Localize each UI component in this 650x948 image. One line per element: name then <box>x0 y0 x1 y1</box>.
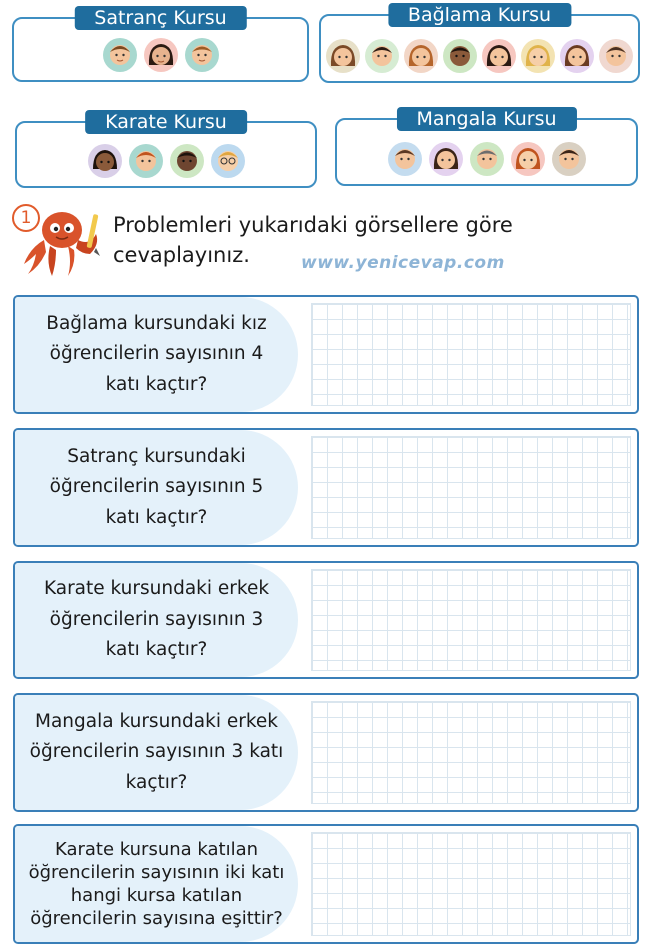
boy-with-glasses-avatar-icon <box>210 143 246 179</box>
kids-row <box>321 38 638 74</box>
question-row-5 <box>13 824 639 944</box>
kids-row <box>337 141 636 177</box>
question-row-1 <box>13 295 639 414</box>
girl-avatar-icon <box>520 38 556 74</box>
girl-avatar-icon <box>428 141 464 177</box>
answer-grid[interactable] <box>311 701 631 804</box>
question-text-box <box>15 826 298 942</box>
question-row-4 <box>13 693 639 812</box>
course-title: Karate Kursu <box>85 110 247 134</box>
kids-row <box>14 37 307 73</box>
question-text: Karate kursuna katılan öğrencilerin sayısının iki katı hangi kursa katılan öğrencilerin sayısına eşittir? <box>28 839 285 929</box>
course-title: Satranç Kursu <box>74 6 246 30</box>
question-row-2 <box>13 428 639 547</box>
question-text: Satranç kursundaki öğrencilerin sayısının 5 katı kaçtır? <box>49 445 264 528</box>
boy-avatar-icon <box>102 37 138 73</box>
boy-avatar-icon <box>551 141 587 177</box>
boy-avatar-icon <box>598 38 634 74</box>
question-text-box <box>15 297 298 412</box>
girl-avatar-icon <box>403 38 439 74</box>
question-text-box <box>15 563 298 677</box>
course-title: Bağlama Kursu <box>388 3 571 27</box>
question-text-box <box>15 695 298 810</box>
girl-avatar-icon <box>510 141 546 177</box>
activity-number-badge: 1 <box>12 204 40 232</box>
answer-grid[interactable] <box>311 436 631 539</box>
boy-avatar-icon <box>169 143 205 179</box>
course-mangala <box>335 108 638 186</box>
watermark: www.yenicevap.com <box>301 253 505 273</box>
girl-avatar-icon <box>143 37 179 73</box>
boy-avatar-icon <box>184 37 220 73</box>
question-text: Karate kursundaki erkek öğrencilerin sayısının 3 katı kaçtır? <box>43 578 270 661</box>
girl-avatar-icon <box>559 38 595 74</box>
question-text: Bağlama kursundaki kız öğrencilerin sayısının 4 katı kaçtır? <box>46 312 267 395</box>
boy-avatar-icon <box>387 141 423 177</box>
girl-avatar-icon <box>481 38 517 74</box>
boy-avatar-icon <box>364 38 400 74</box>
activity-header <box>12 198 632 280</box>
kids-row <box>17 143 315 179</box>
question-text: Mangala kursundaki erkek öğrencilerin sayısının 3 katı kaçtır? <box>29 710 284 793</box>
answer-grid[interactable] <box>311 832 631 936</box>
activity-instruction: Problemleri yukarıdaki görsellere göre cevaplayınız. <box>113 213 513 267</box>
boy-avatar-icon <box>469 141 505 177</box>
course-baglama <box>319 4 640 83</box>
girl-avatar-icon <box>325 38 361 74</box>
answer-grid[interactable] <box>311 569 631 671</box>
boy-avatar-icon <box>442 38 478 74</box>
question-text-box <box>15 430 298 545</box>
girl-avatar-icon <box>87 143 123 179</box>
question-row-3 <box>13 561 639 679</box>
course-karate <box>15 111 317 188</box>
course-title: Mangala Kursu <box>396 107 576 131</box>
course-satranc <box>12 7 309 82</box>
boy-avatar-icon <box>128 143 164 179</box>
answer-grid[interactable] <box>311 303 631 406</box>
